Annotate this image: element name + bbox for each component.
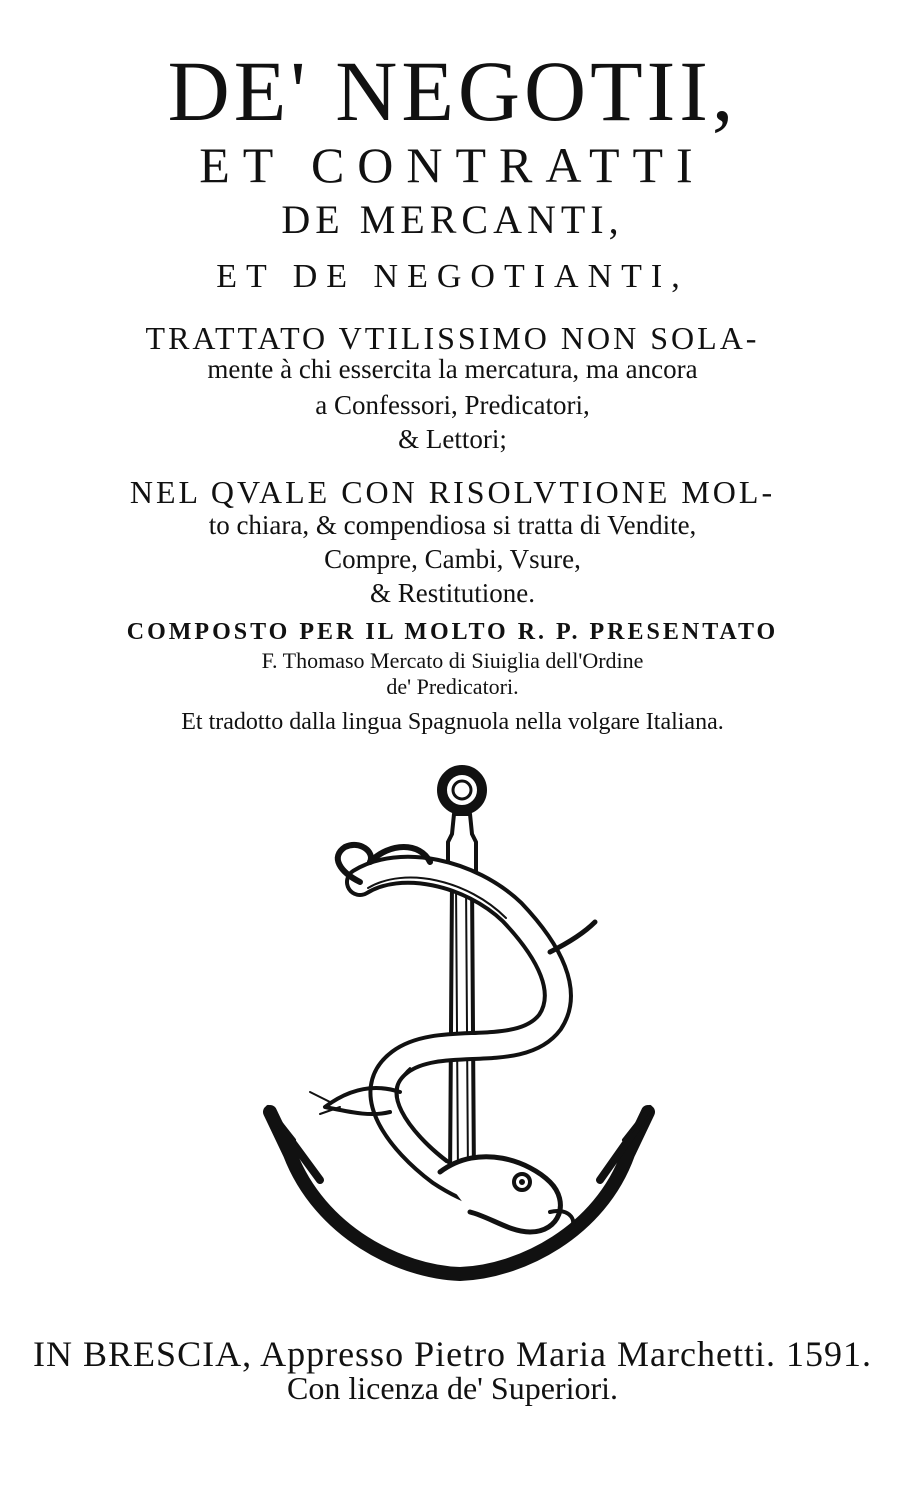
main-title: DE' NEGOTII, [167,43,738,139]
title-line-4: ET DE NEGOTIANTI, [216,258,689,295]
summary-line-4: & Restitutione. [370,578,535,608]
description-line-3: a Confessori, Predicatori, [315,390,590,420]
title-line-3: DE MERCANTI, [281,197,624,242]
description-line-1: TRATTATO VTILISSIMO NON SOLA- [145,320,760,356]
author-line-2: F. Thomaso Mercato di Siuiglia dell'Ordine [261,648,644,673]
summary-line-1: NEL QVALE CON RISOLVTIONE MOL- [129,474,776,510]
summary-line-2: to chiara, & compendiosa si tratta di Vendite, [208,510,697,540]
description-line-2: mente à chi essercita la mercatura, ma ancora [207,354,698,384]
title-line-2: ET CONTRATTI [199,137,706,193]
author-line-3: de' Predicatori. [386,674,519,699]
imprint-line-2: Con licenza de' Superiori. [287,1370,618,1406]
description-line-4: & Lettori; [398,424,507,454]
summary-line-3: Compre, Cambi, Vsure, [324,544,581,574]
imprint-line-1: IN BRESCIA, Appresso Pietro Maria Marchetti. 1591. [33,1334,872,1374]
anchor-dolphin-icon [250,762,670,1322]
author-line-1: COMPOSTO PER IL MOLTO R. P. PRESENTATO [126,619,779,645]
translation-line: Et tradotto dalla lingua Spagnuola nella volgare Italiana. [181,709,724,735]
